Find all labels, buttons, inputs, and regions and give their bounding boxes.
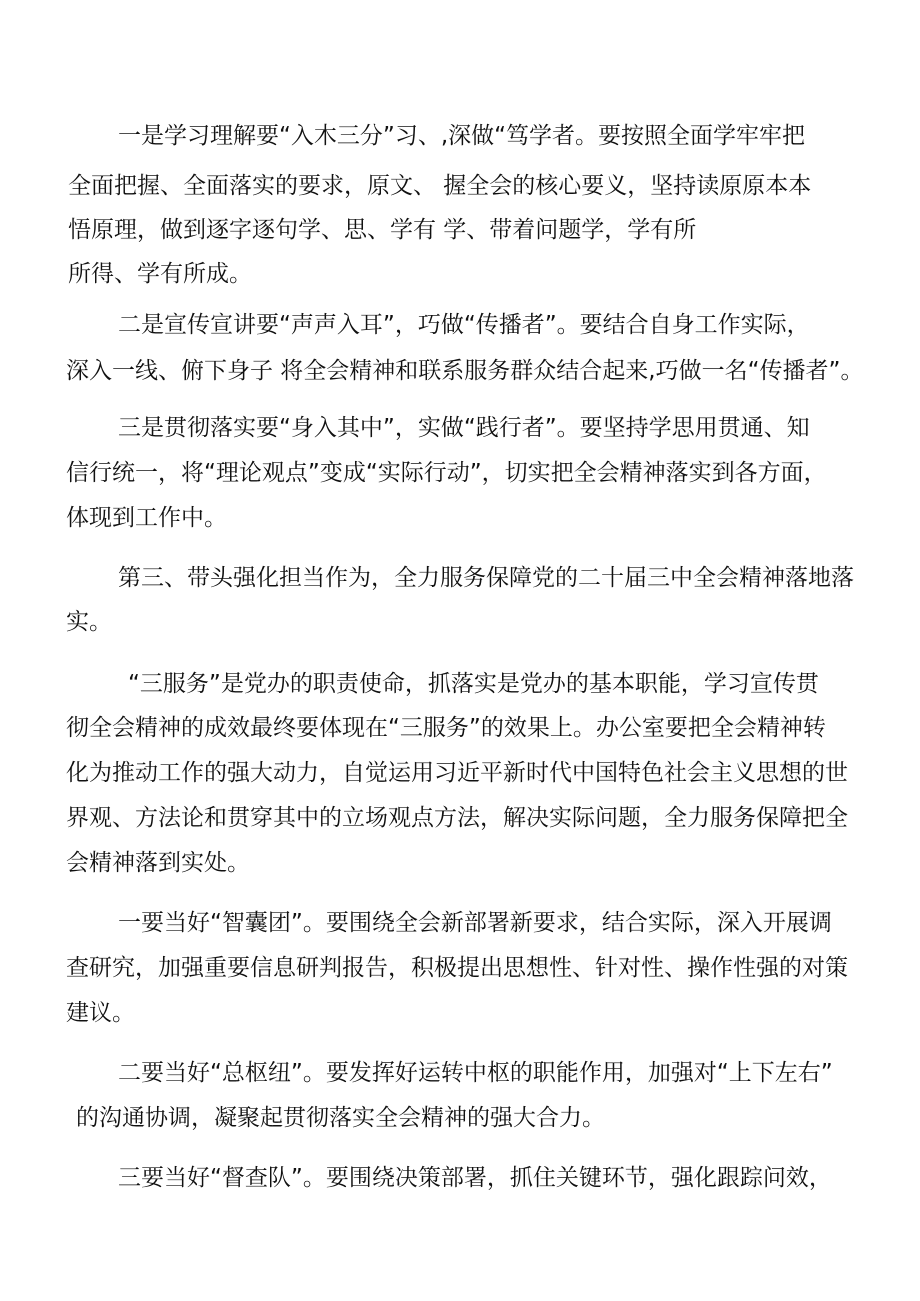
text-line: 悟原理，做到逐字逐句学、思、学有 学、带着问题学，学有所 <box>68 217 697 243</box>
text-line: 二是宣传宣讲要“声声入耳”，巧做“传播者”。要结合自身工作实际， <box>118 312 810 338</box>
text-line: 深入一线、俯下身子 将全会精神和联系服务群众结合起来,巧做一名“传播者”。 <box>66 358 864 384</box>
text-line: 建议。 <box>66 1000 135 1026</box>
text-line: 体现到工作中。 <box>66 505 227 531</box>
text-line: 的沟通协调，凝聚起贯彻落实全会精神的强大合力。 <box>76 1105 605 1131</box>
text-line: 化为推动工作的强大动力，自觉运用习近平新时代中国特色社会主义思想的世 <box>66 760 848 786</box>
text-line: 一要当好“智囊团”。要围绕全会新部署新要求，结合实际，深入开展调 <box>118 910 832 936</box>
text-line: 全面把握、全面落实的要求，原文、 握全会的核心要义，坚持读原原本本 <box>68 173 812 199</box>
text-line: 第三、带头强化担当作为，全力服务保障党的二十届三中全会精神落地落 <box>118 565 854 591</box>
text-line: 会精神落到实处。 <box>66 850 250 876</box>
text-line: 一是学习理解要“入木三分”习、,深做“笃学者。要按照全面学牢牢把 <box>118 123 806 149</box>
text-line: 二要当好“总枢纽”。要发挥好运转中枢的职能作用，加强对“上下左右” <box>118 1060 833 1086</box>
text-line: 界观、方法论和贯穿其中的立场观点方法，解决实际问题，全力服务保障把全 <box>66 805 848 831</box>
text-line: 信行统一，将“理论观点”变成“实际行动”，切实把全会精神落实到各方面， <box>66 460 827 486</box>
text-line: 实。 <box>66 609 112 635</box>
text-line: “三服务”是党办的职责使命，抓落实是党办的基本职能，学习宣传贯 <box>128 671 819 697</box>
text-line: 查研究，加强重要信息研判报告，积极提出思想性、针对性、操作性强的对策 <box>66 955 848 981</box>
text-line: 三要当好“督查队”。要围绕决策部署，抓住关键环节，强化跟踪问效， <box>118 1165 832 1191</box>
text-line: 彻全会精神的成效最终要体现在“三服务”的效果上。办公室要把全会精神转 <box>66 715 826 741</box>
text-line: 三是贯彻落实要“身入其中”，实做“践行者”。要坚持学思用贯通、知 <box>118 415 810 441</box>
text-line: 所得、学有所成。 <box>68 261 252 287</box>
